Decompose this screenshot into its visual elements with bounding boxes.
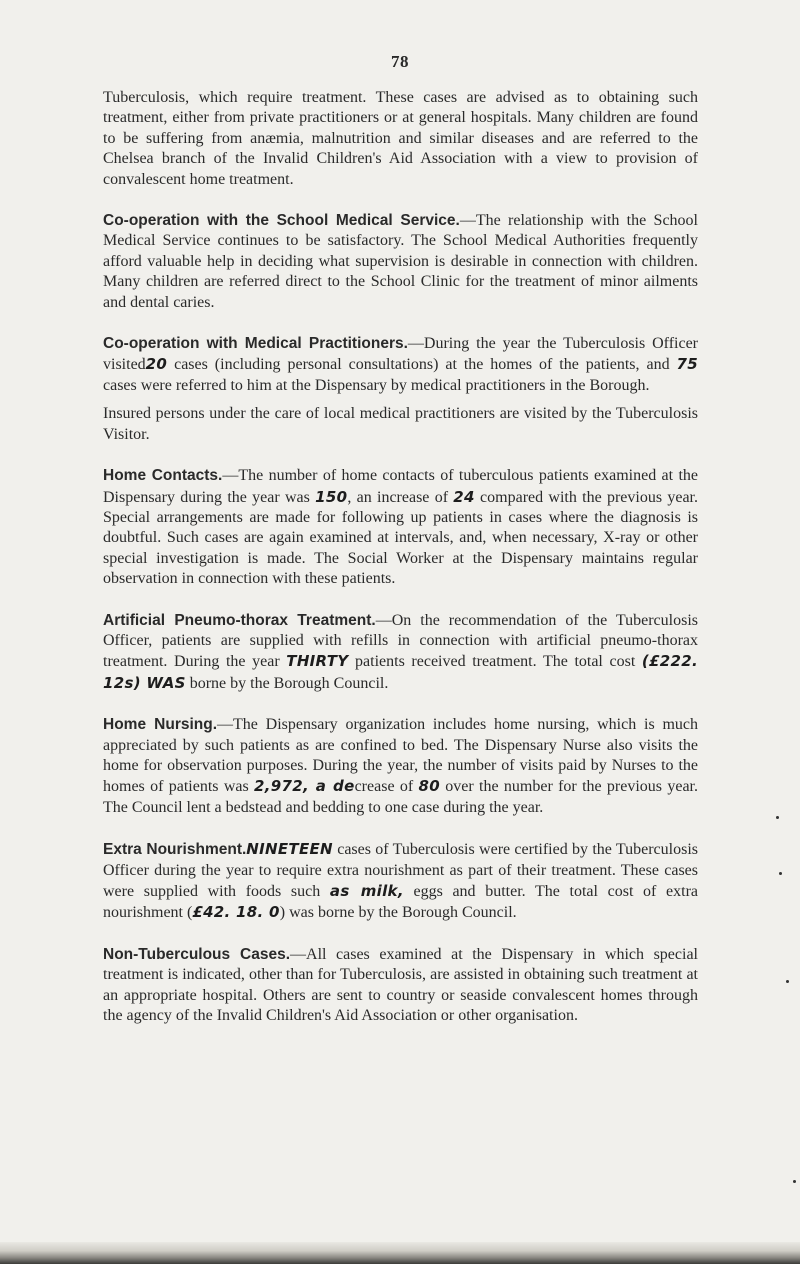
heading-home-contacts: Home Contacts. (103, 467, 223, 485)
practitioners-text-c: cases were referred to him at the Dispensary by medical practitioners in the Borough. (103, 376, 650, 394)
handwritten-nourishment-cost: £42. 18. 0 (192, 903, 280, 922)
paragraph-intro (103, 88, 698, 190)
non-tuberculous-text: —All cases examined at the Dispensary in which special treatment is indicated, other than for Tuberculosis, are assisted in obtaining such treatment at an appropriate hospital. Others are sent to country or seaside convalescent homes through the agency of the Invalid Children's Aid Association or other organisation. (103, 945, 699, 1025)
heading-school-medical-service: Co-operation with the School Medical Service. (103, 212, 460, 230)
handwritten-contacts-increase: 24 (453, 487, 475, 506)
handwritten-contacts-count: 150 (315, 487, 348, 506)
paragraph-non-tuberculous (103, 945, 698, 1027)
handwritten-foods: as milk, (329, 882, 404, 900)
paragraph-pneumo-thorax (103, 611, 698, 695)
contacts-text-c: compared with the previous year. Special arrangements are made for following up patients in cases where the diagnosis is doubtful. Such cases are again examined at intervals, and, when necessary, X-ray or other special investigation is made. The Social Worker at the Dispensary maintains regular observation in connection with these patients. (103, 488, 698, 588)
paragraph-insured-persons (103, 404, 698, 445)
pneumo-text-a: —On the recommendation of the Tuberculosis Officer, patients are supplied with refills in connection with artificial pneumo-thorax treatment. During the year (103, 611, 698, 671)
handwritten-visits-total: 2,972, a de (254, 777, 355, 796)
heading-medical-practitioners: Co-operation with Medical Practitioners. (103, 335, 408, 353)
page-number: 78 (391, 52, 409, 71)
ink-speck (779, 872, 782, 875)
nursing-text-a: —The Dispensary organization includes home nursing, which is much appreciated by such patients as are confined to bed. The Dispensary Nurse also visits the home for observation purposes. During the year, the number of visits paid by Nurses to the homes of patients was (103, 716, 698, 796)
practitioners-text-b: cases (including personal consultations) at the homes of the patients, and (167, 356, 677, 374)
nourishment-text-b: eggs and butter. The total cost of extra nourishment ( (103, 883, 699, 922)
handwritten-visits-count: 20 (145, 355, 168, 374)
insured-text: Insured persons under the care of local medical practitioners are visited by the Tuberculosis Visitor. (103, 405, 698, 443)
heading-home-nursing: Home Nursing. (103, 716, 218, 734)
paragraph-medical-practitioners (103, 334, 698, 396)
ink-speck (793, 1180, 796, 1183)
handwritten-decrease: 80 (418, 777, 440, 796)
handwritten-referred-count: 75 (676, 355, 698, 374)
heading-pneumo-thorax: Artificial Pneumo-thorax Treatment. (103, 611, 376, 629)
school-medical-text: —The relationship with the School Medical Service continues to be satisfactory. The School Medical Authorities frequently afford valuable help in deciding what supervision is desirable in connection with children. Many children are referred direct to the School Clinic for the treatment of minor ailments and dental caries. (103, 212, 699, 311)
nursing-text-b: crease of (354, 778, 419, 796)
paragraph-home-contacts (103, 466, 698, 589)
nourishment-text-c: ) was borne by the Borough Council. (279, 904, 517, 922)
handwritten-total-cost: (£222. 12s) WAS (103, 652, 698, 692)
page-bottom-edge (0, 1242, 800, 1264)
nourishment-text-a: cases of Tuberculosis were certified by the Tuberculosis Officer during the year to require extra nourishment as part of their treatment. These cases were supplied with foods such (103, 841, 699, 900)
heading-extra-nourishment: Extra Nourishment. (103, 841, 247, 859)
contacts-text-a: —The number of home contacts of tuberculous patients examined at the Dispensary during the year was (103, 467, 699, 506)
heading-non-tuberculous: Non-Tuberculous Cases. (103, 945, 291, 963)
paragraph-extra-nourishment (103, 839, 698, 924)
handwritten-patients-count: THIRTY (286, 652, 349, 671)
ink-speck (786, 980, 789, 983)
practitioners-text-a: —During the year the Tuberculosis Officer visited (103, 335, 698, 374)
pneumo-text-c: borne by the Borough Council. (185, 674, 389, 692)
intro-text: Tuberculosis, which require treatment. These cases are advised as to obtaining such treatment, either from private practitioners or at general hospitals. Many children are found to be suffering from anæmia, malnutrition and similar diseases and are referred to the Chelsea branch of the Invalid Children's Aid Association with a view to provision of convalescent home treatment. (103, 89, 698, 188)
pneumo-text-b: patients received treatment. The total cost (348, 653, 642, 671)
handwritten-cases-count: NINETEEN (246, 840, 333, 859)
paragraph-home-nursing (103, 715, 698, 818)
contacts-text-b: , an increase of (347, 488, 454, 506)
document-body (103, 88, 698, 1026)
ink-speck (776, 816, 779, 819)
paragraph-school-medical-service (103, 211, 698, 313)
nursing-text-c: over the number for the previous year. The Council lent a bedstead and bedding to one case during the year. (103, 778, 698, 816)
